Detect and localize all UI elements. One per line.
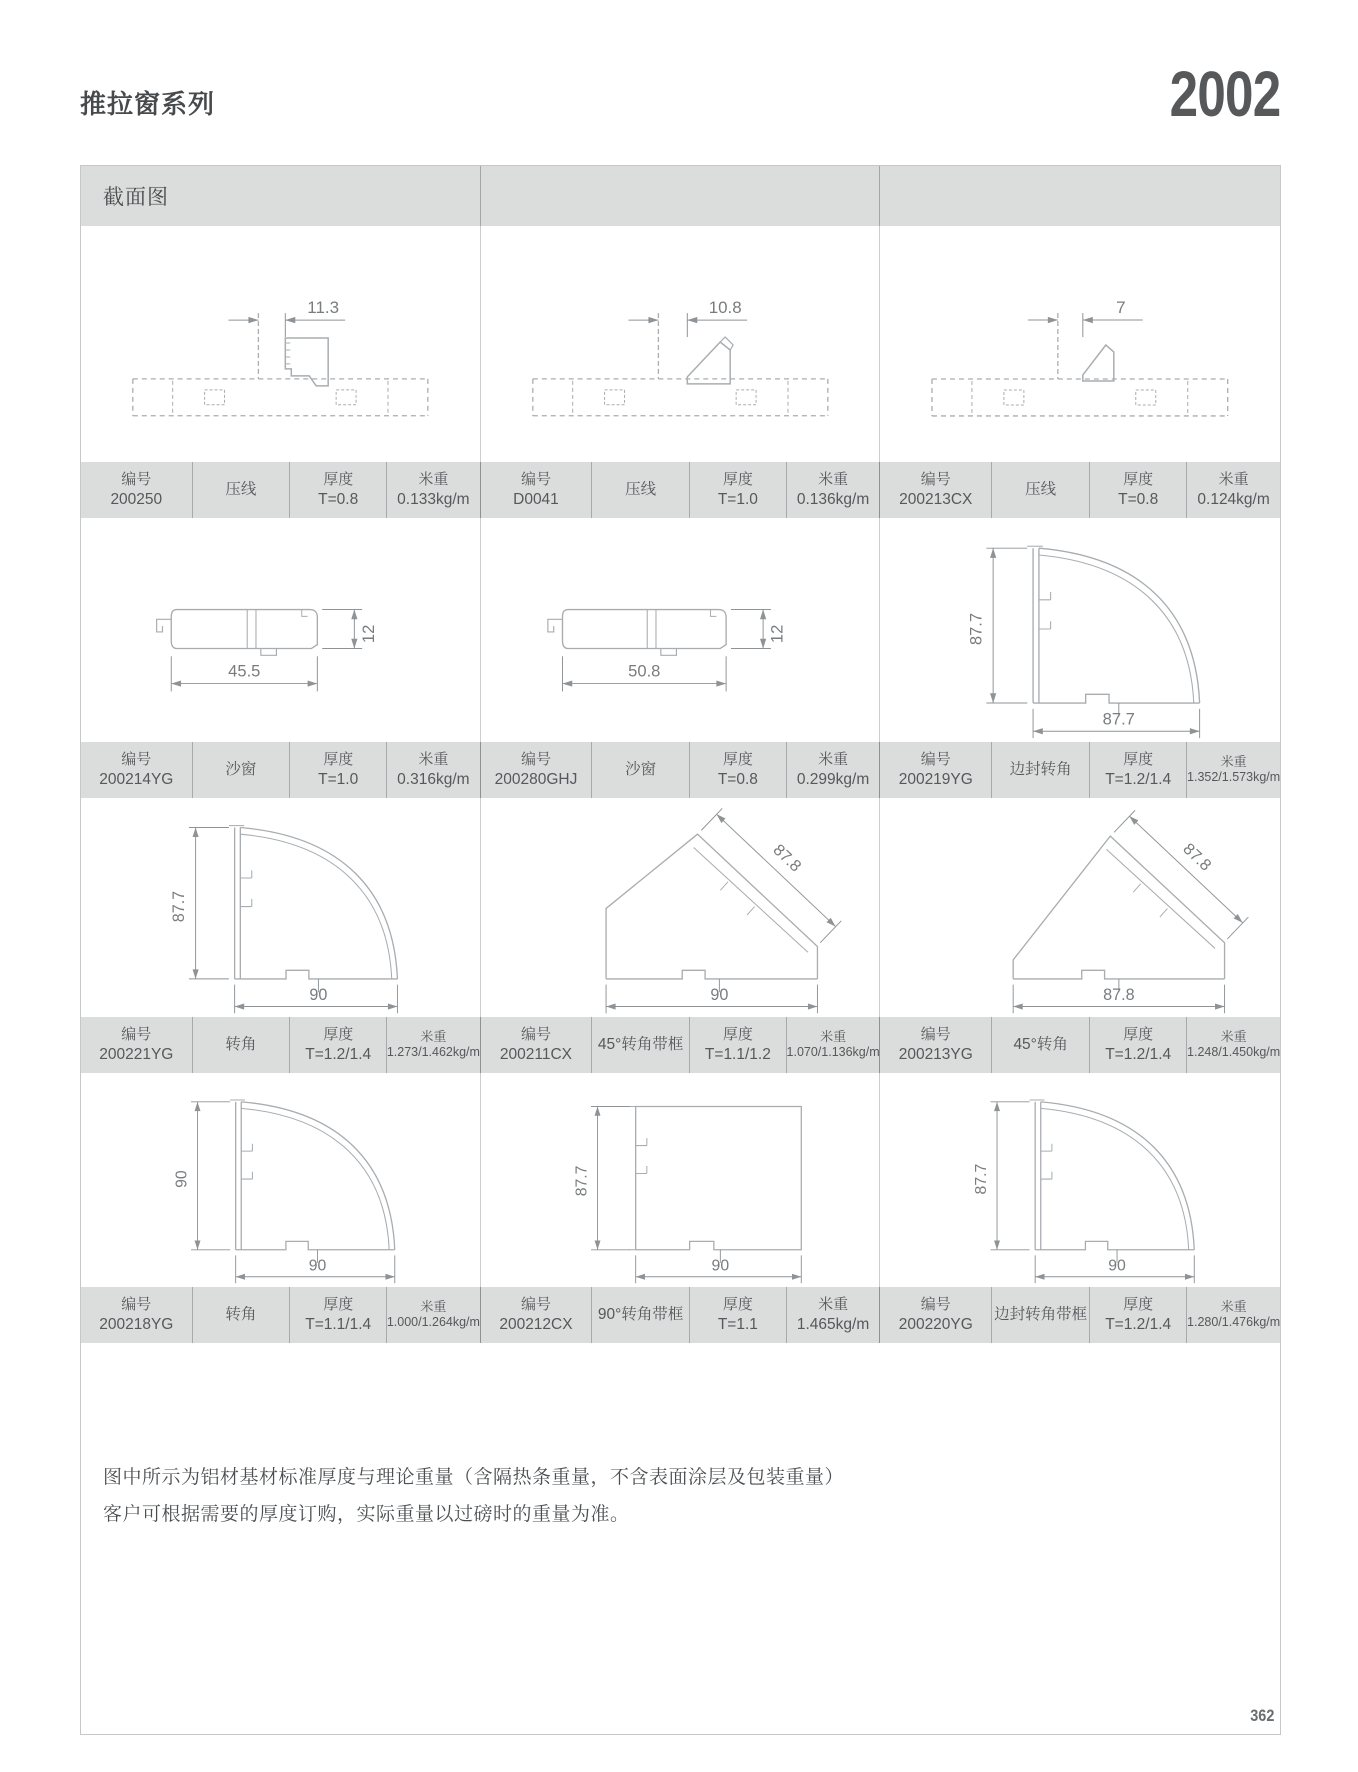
spec-label-code: 编号	[121, 751, 152, 769]
profile-drawing-cell	[81, 226, 481, 462]
profile-spec-group	[481, 462, 881, 518]
svg-text:10.8: 10.8	[708, 298, 742, 318]
spec-label-weight: 米重	[818, 471, 849, 489]
drawing-row	[81, 226, 1280, 462]
profile-spec-group	[81, 742, 481, 798]
svg-text:87.8: 87.8	[769, 840, 805, 876]
spec-cell-name	[193, 742, 291, 798]
profile-section-svg	[481, 226, 880, 462]
profile-thickness: T=0.8	[1118, 490, 1159, 508]
spec-cell-code	[481, 742, 593, 798]
table-header-band	[81, 166, 1280, 226]
model-number: 2002	[1169, 58, 1280, 130]
spec-label-code: 编号	[920, 471, 951, 489]
svg-text:87.7: 87.7	[1103, 709, 1136, 729]
svg-text:90: 90	[173, 1170, 191, 1188]
svg-text:12: 12	[767, 624, 787, 644]
profile-name: 转角	[225, 1036, 257, 1054]
spec-cell-name	[592, 1287, 690, 1343]
profile-section-svg	[880, 798, 1280, 1017]
profile-code: 200250	[110, 490, 163, 508]
profile-section-svg	[81, 798, 480, 1017]
spec-cell-weight	[387, 1017, 479, 1073]
spec-cell-name	[592, 1017, 690, 1073]
spec-cell-name	[592, 742, 690, 798]
table-rows	[81, 226, 1280, 1343]
spec-label-code: 编号	[121, 1296, 152, 1314]
profile-weight: 0.299kg/m	[796, 770, 870, 788]
profile-drawing-cell	[81, 1073, 481, 1287]
profile-section-svg	[81, 1073, 480, 1287]
spec-row	[81, 1287, 1280, 1343]
profile-name: 45°转角	[1013, 1036, 1068, 1054]
spec-label-thickness: 厚度	[722, 1296, 753, 1314]
spec-cell-code	[481, 462, 593, 518]
spec-cell-code	[81, 1017, 193, 1073]
spec-cell-thickness	[290, 742, 387, 798]
profile-spec-group	[81, 1287, 481, 1343]
spec-cell-thickness	[1090, 462, 1187, 518]
profile-name: 90°转角带框	[597, 1306, 684, 1324]
profile-spec-group	[481, 1287, 881, 1343]
spec-cell-weight	[1187, 462, 1280, 518]
spec-label-code: 编号	[920, 1296, 951, 1314]
spec-label-weight: 米重	[818, 1296, 849, 1314]
profile-code: 200214YG	[99, 770, 174, 788]
profile-spec-group	[481, 1017, 881, 1073]
profile-thickness: T=1.2/1.4	[1105, 1315, 1172, 1333]
spec-cell-thickness	[290, 1287, 387, 1343]
spec-cell-thickness	[690, 742, 787, 798]
section-table	[80, 165, 1281, 1735]
section-header-cell	[81, 166, 481, 226]
svg-text:90: 90	[308, 1257, 327, 1275]
spec-label-weight: 米重	[1220, 1298, 1247, 1314]
profile-weight: 1.465kg/m	[796, 1315, 870, 1333]
profile-thickness: T=0.8	[318, 490, 359, 508]
profile-weight: 0.133kg/m	[397, 490, 470, 508]
spec-label-code: 编号	[520, 751, 551, 769]
spec-cell-name	[992, 1287, 1090, 1343]
header-band-cell	[880, 166, 1280, 226]
page-number: 362	[1249, 1706, 1274, 1725]
spec-cell-weight	[387, 742, 479, 798]
spec-cell-weight	[1187, 742, 1280, 798]
profile-weight: 1.273/1.462kg/m	[387, 1045, 480, 1060]
spec-label-weight: 米重	[420, 1028, 447, 1044]
spec-label-code: 编号	[920, 1026, 951, 1044]
spec-cell-name	[592, 462, 690, 518]
spec-cell-code	[81, 1287, 193, 1343]
spec-cell-name	[193, 1287, 291, 1343]
spec-label-code: 编号	[520, 471, 551, 489]
profile-thickness: T=0.8	[717, 770, 758, 788]
svg-text:87.7: 87.7	[170, 890, 189, 923]
profile-section-svg	[481, 518, 880, 742]
profile-weight: 1.000/1.264kg/m	[387, 1315, 480, 1330]
spec-label-thickness: 厚度	[1123, 471, 1154, 489]
profile-weight: 1.248/1.450kg/m	[1187, 1045, 1280, 1060]
profile-section-svg	[81, 518, 480, 742]
profile-drawing-cell	[880, 226, 1280, 462]
spec-label-thickness: 厚度	[323, 751, 354, 769]
spec-label-weight: 米重	[1220, 753, 1247, 769]
note-line-1: 图中所示为铝材基材标准厚度与理论重量（含隔热条重量，不含表面涂层及包装重量）	[103, 1467, 845, 1488]
spec-cell-weight	[387, 1287, 479, 1343]
profile-name: 沙窗	[625, 761, 657, 779]
profile-name: 边封转角	[1009, 761, 1072, 779]
spec-cell-weight	[387, 462, 479, 518]
spec-cell-name	[193, 1017, 291, 1073]
profile-name: 压线	[625, 481, 657, 499]
svg-text:50.8: 50.8	[627, 661, 661, 681]
spec-label-thickness: 厚度	[323, 1296, 354, 1314]
svg-text:87.7: 87.7	[966, 612, 986, 646]
profile-spec-group	[880, 1017, 1280, 1073]
profile-drawing-cell	[481, 1073, 881, 1287]
profile-thickness: T=1.2/1.4	[1105, 770, 1172, 788]
profile-code: D0041	[513, 490, 559, 508]
spec-cell-code	[81, 742, 193, 798]
profile-code: 200213YG	[898, 1045, 973, 1063]
table-footer	[81, 1343, 1280, 1736]
svg-text:45.5: 45.5	[228, 661, 261, 681]
svg-text:87.7: 87.7	[573, 1165, 591, 1197]
profile-spec-group	[880, 742, 1280, 798]
spec-label-thickness: 厚度	[323, 471, 354, 489]
profile-spec-group	[880, 462, 1280, 518]
profile-section-svg	[880, 1073, 1280, 1287]
spec-label-thickness: 厚度	[722, 471, 753, 489]
spec-cell-thickness	[690, 1017, 787, 1073]
spec-cell-code	[880, 1017, 992, 1073]
profile-drawing-cell	[481, 518, 881, 742]
svg-text:90: 90	[309, 985, 328, 1004]
spec-cell-thickness	[1090, 1287, 1187, 1343]
spec-label-thickness: 厚度	[323, 1026, 354, 1044]
profile-thickness: T=1.0	[318, 770, 359, 788]
svg-text:87.8: 87.8	[1179, 839, 1215, 875]
spec-cell-name	[992, 1017, 1090, 1073]
profile-weight: 0.316kg/m	[397, 770, 470, 788]
spec-cell-weight	[787, 742, 879, 798]
profile-weight: 1.352/1.573kg/m	[1187, 770, 1280, 785]
profile-section-svg	[880, 226, 1280, 462]
spec-label-weight: 米重	[420, 1298, 447, 1314]
section-header-label: 截面图	[103, 186, 169, 209]
profile-code: 200280GHJ	[494, 770, 578, 788]
note-line-2: 客户可根据需要的厚度订购，实际重量以过磅时的重量为准。	[103, 1504, 630, 1525]
spec-cell-name	[992, 742, 1090, 798]
spec-label-code: 编号	[520, 1296, 551, 1314]
spec-label-weight: 米重	[1218, 471, 1249, 489]
spec-label-weight: 米重	[1220, 1028, 1247, 1044]
profile-drawing-cell	[880, 1073, 1280, 1287]
spec-cell-thickness	[690, 462, 787, 518]
spec-label-thickness: 厚度	[722, 751, 753, 769]
profile-weight: 1.280/1.476kg/m	[1187, 1315, 1280, 1330]
spec-cell-code	[481, 1287, 593, 1343]
spec-label-thickness: 厚度	[1123, 751, 1154, 769]
series-title: 推拉窗系列	[80, 89, 216, 119]
profile-drawing-cell	[481, 798, 881, 1017]
profile-spec-group	[81, 462, 481, 518]
header-band-cell	[481, 166, 881, 226]
svg-text:12: 12	[358, 624, 378, 644]
svg-text:87.8: 87.8	[1103, 985, 1135, 1004]
drawing-row	[81, 1073, 1280, 1287]
profile-thickness: T=1.2/1.4	[305, 1045, 372, 1063]
spec-cell-weight	[787, 462, 879, 518]
profile-code: 200218YG	[99, 1315, 174, 1333]
profile-name: 沙窗	[225, 761, 257, 779]
svg-text:90: 90	[1108, 1257, 1127, 1275]
profile-name: 压线	[225, 481, 257, 499]
profile-thickness: T=1.1/1.4	[305, 1315, 372, 1333]
profile-spec-group	[481, 742, 881, 798]
profile-drawing-cell	[81, 798, 481, 1017]
profile-weight: 0.136kg/m	[796, 490, 870, 508]
profile-code: 200213CX	[899, 490, 973, 508]
spec-cell-code	[81, 462, 193, 518]
spec-cell-weight	[1187, 1287, 1280, 1343]
profile-code: 200220YG	[898, 1315, 973, 1333]
profile-drawing-cell	[880, 798, 1280, 1017]
profile-weight: 0.124kg/m	[1197, 490, 1270, 508]
profile-code: 200221YG	[99, 1045, 174, 1063]
spec-label-thickness: 厚度	[1123, 1026, 1154, 1044]
spec-cell-thickness	[690, 1287, 787, 1343]
spec-label-weight: 米重	[418, 751, 449, 769]
profile-code: 200212CX	[499, 1315, 573, 1333]
profile-drawing-cell	[481, 226, 881, 462]
profile-name: 转角	[225, 1306, 257, 1324]
spec-cell-name	[193, 462, 291, 518]
profile-drawing-cell	[880, 518, 1280, 742]
spec-label-thickness: 厚度	[722, 1026, 753, 1044]
profile-section-svg	[481, 798, 880, 1017]
drawing-row	[81, 798, 1280, 1017]
profile-spec-group	[880, 1287, 1280, 1343]
profile-name: 45°转角带框	[597, 1036, 684, 1054]
svg-text:87.7: 87.7	[973, 1163, 991, 1195]
profile-section-svg	[481, 1073, 880, 1287]
spec-row	[81, 462, 1280, 518]
profile-thickness: T=1.0	[717, 490, 758, 508]
profile-weight: 1.070/1.136kg/m	[786, 1045, 880, 1060]
spec-cell-code	[880, 1287, 992, 1343]
spec-cell-thickness	[1090, 1017, 1187, 1073]
svg-text:90: 90	[711, 1257, 729, 1275]
spec-label-weight: 米重	[820, 1028, 847, 1044]
profile-thickness: T=1.1/1.2	[704, 1045, 771, 1063]
profile-name: 边封转角带框	[994, 1306, 1088, 1324]
spec-cell-thickness	[290, 462, 387, 518]
profile-spec-group	[81, 1017, 481, 1073]
profile-thickness: T=1.1	[717, 1315, 758, 1333]
profile-section-svg	[81, 226, 480, 462]
profile-drawing-cell	[81, 518, 481, 742]
spec-label-thickness: 厚度	[1123, 1296, 1154, 1314]
spec-label-weight: 米重	[418, 471, 449, 489]
spec-cell-weight	[787, 1287, 879, 1343]
spec-label-code: 编号	[121, 1026, 152, 1044]
drawing-row	[81, 518, 1280, 742]
profile-code: 200219YG	[898, 770, 973, 788]
spec-cell-code	[880, 462, 992, 518]
spec-label-weight: 米重	[818, 751, 849, 769]
profile-code: 200211CX	[499, 1045, 573, 1063]
spec-cell-code	[880, 742, 992, 798]
profile-section-svg	[880, 518, 1280, 742]
spec-cell-thickness	[290, 1017, 387, 1073]
svg-text:11.3: 11.3	[307, 298, 340, 318]
spec-row	[81, 1017, 1280, 1073]
profile-thickness: T=1.2/1.4	[1105, 1045, 1172, 1063]
spec-cell-name	[992, 462, 1090, 518]
spec-cell-thickness	[1090, 742, 1187, 798]
spec-cell-weight	[1187, 1017, 1280, 1073]
spec-row	[81, 742, 1280, 798]
svg-text:90: 90	[710, 985, 729, 1004]
spec-label-code: 编号	[920, 751, 951, 769]
profile-name: 压线	[1025, 481, 1057, 499]
spec-label-code: 编号	[520, 1026, 551, 1044]
spec-cell-code	[481, 1017, 593, 1073]
spec-label-code: 编号	[121, 471, 152, 489]
spec-cell-weight	[787, 1017, 879, 1073]
svg-text:7: 7	[1116, 298, 1126, 318]
